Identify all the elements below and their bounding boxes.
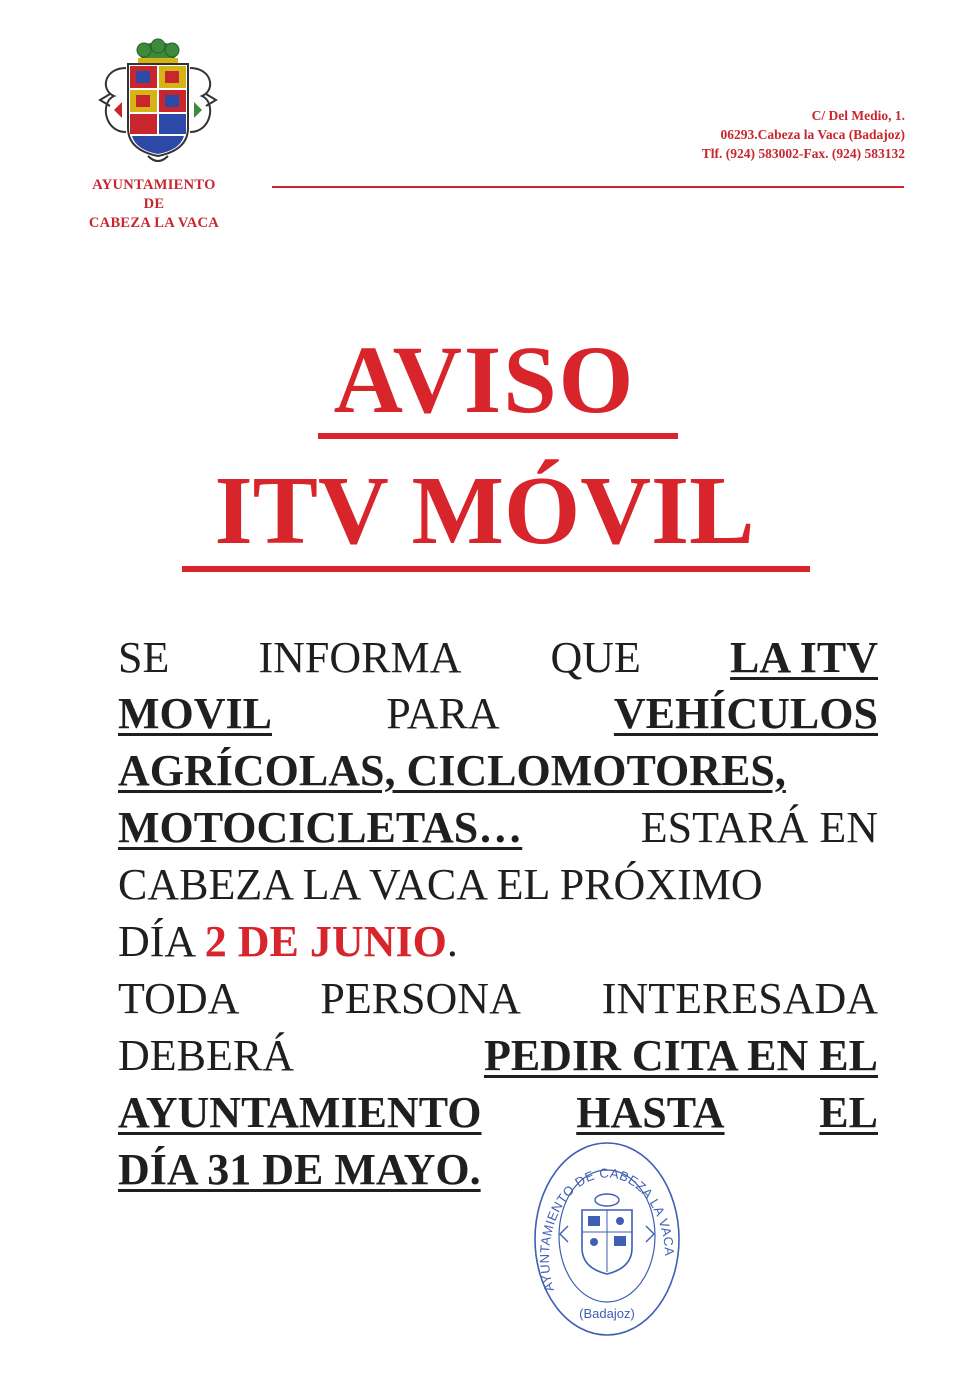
address-phone: Tlf. (924) 583002-Fax. (924) 583132 (701, 146, 905, 161)
org-line-3: CABEZA LA VACA (88, 215, 220, 231)
body-word: QUE (550, 633, 641, 682)
body-line-3 (118, 746, 878, 795)
highlight-itv: LA ITV (730, 633, 878, 682)
highlight-motocicletas: MOTOCICLETAS… (118, 803, 523, 852)
highlight-pedir-cita: PEDIR CITA EN EL (483, 1031, 878, 1080)
body-word: INTERESADA (601, 974, 878, 1023)
address-block (545, 106, 905, 163)
org-line-1: AYUNTAMIENTO (92, 177, 216, 193)
visit-date: 2 DE JUNIO (204, 917, 447, 966)
stamp-bottom-text: (Badajoz) (579, 1306, 635, 1321)
body-text: CABEZA LA VACA EL PRÓXIMO (118, 860, 763, 909)
body-line-1 (118, 633, 878, 682)
highlight-vehicle-types: AGRÍCOLAS, CICLOMOTORES, (118, 746, 786, 795)
body-word: DEBERÁ (118, 1031, 294, 1080)
title-underline-1 (318, 433, 678, 439)
address-street: C/ Del Medio, 1. (811, 108, 905, 123)
stamp-ring-text: AYUNTAMIENTO DE CABEZA LA VACA (536, 1165, 678, 1294)
highlight-ayuntamiento: AYUNTAMIENTO (118, 1088, 482, 1137)
title-aviso: AVISO (333, 326, 636, 433)
highlight-movil: MOVIL (118, 689, 272, 738)
header-divider (272, 186, 904, 188)
body-word: . (446, 917, 458, 966)
deadline-date: DÍA 31 DE MAYO. (118, 1145, 481, 1194)
body-line-6 (118, 917, 878, 966)
body-word: TODA (118, 974, 240, 1023)
body-line-10 (118, 1145, 878, 1194)
body-word: DÍA (118, 917, 194, 966)
body-line-9 (118, 1088, 878, 1137)
highlight-hasta: HASTA (576, 1088, 725, 1137)
body-line-7 (118, 974, 878, 1023)
body-line-8 (118, 1031, 878, 1080)
body-line-4 (118, 803, 878, 852)
title-underline-2 (182, 566, 810, 572)
municipality-name (62, 176, 246, 233)
body-word: ESTARÁ EN (640, 803, 878, 852)
org-line-2: DE (143, 196, 165, 212)
address-city: 06293.Cabeza la Vaca (Badajoz) (720, 127, 905, 142)
body-word: PERSONA (320, 974, 521, 1023)
body-word: PARA (386, 689, 500, 738)
highlight-el: EL (819, 1088, 878, 1137)
highlight-vehiculos: VEHÍCULOS (613, 689, 878, 738)
official-stamp-icon (532, 1140, 682, 1338)
body-line-2 (118, 689, 878, 738)
title-itv-movil: ITV MÓVIL (214, 457, 755, 565)
body-word: INFORMA (258, 633, 462, 682)
body-line-5 (118, 860, 878, 909)
coat-of-arms-icon (92, 38, 224, 168)
body-word: SE (118, 633, 170, 682)
